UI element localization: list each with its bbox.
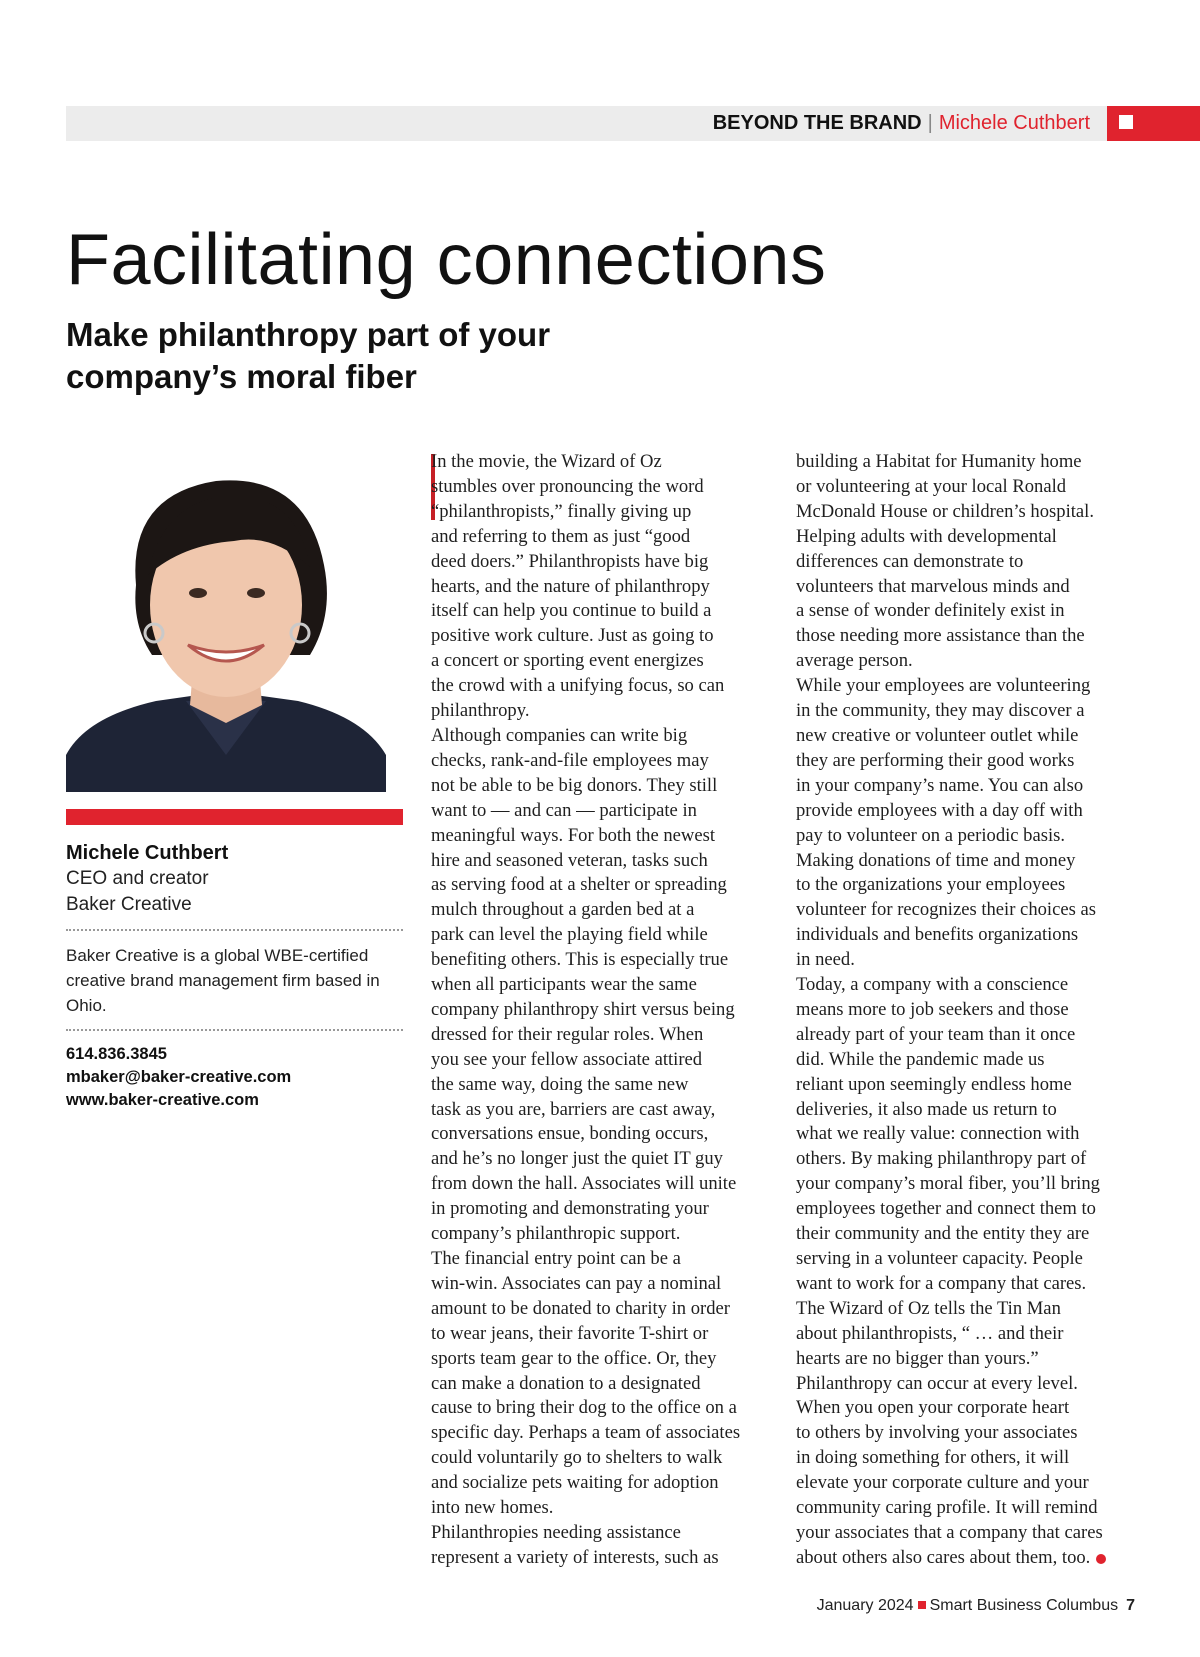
author-box-rule bbox=[66, 809, 403, 825]
end-mark-icon bbox=[1096, 1554, 1106, 1564]
author-box bbox=[66, 840, 403, 1112]
section-header bbox=[713, 106, 1090, 141]
article-subtitle: Make philanthropy part of your company’s moral fiber bbox=[66, 316, 551, 395]
author-website[interactable]: www.baker-creative.com bbox=[66, 1091, 259, 1109]
article-title: Facilitating connections bbox=[66, 220, 827, 300]
divider bbox=[66, 929, 403, 931]
footer-bullet-icon bbox=[918, 1601, 926, 1609]
header-author: Michele Cuthbert bbox=[938, 112, 1090, 134]
page-number: 7 bbox=[1126, 1597, 1135, 1614]
body-column-1: In the movie, the Wizard of Oz stumbles over pronouncing the word “philanthropists,” finally giving up and referring to them as just “good deed doers.” Philanthropists have big hearts, and the nature of philanthropy itself can help you continue to build a positive work culture. Just as going to a concert or sporting event energizes the crowd with a unifying focus, so can philanthropy. Although companies can write big checks, rank-and-file employees may not be able to be big donors. They still want to — and can — participate in meaningful ways. For both the newest hire and seasoned veteran, tasks such as serving food at a shelter or spreading mulch throughout a garden bed at a park can level the playing field while benefiting others. This is especially true when all participants wear the same company philanthropy shirt versus being dressed for their regular roles. When you see your fellow associate attired the same way, doing the same new task as you are, barriers are cast away, conversations ensue, bonding occurs, and he’s no longer just the quiet IT guy from down the hall. Associates will unite in promoting and demonstrating your company’s philanthropic support. The financial entry point can be a win-win. Associates can pay a nominal amount to be donated to charity in order to wear jeans, their favorite T-shirt or sports team gear to the office. Or, they can make a donation to a designated cause to bring their dog to the office on a specific day. Perhaps a team of associates could voluntarily go to shelters to walk and socialize pets waiting for adoption into new homes. Philanthropies needing assistance represent a variety of interests, such as bbox=[431, 451, 741, 1568]
divider bbox=[66, 1029, 403, 1031]
author-email[interactable]: mbaker@baker-creative.com bbox=[66, 1068, 292, 1086]
author-portrait-icon bbox=[66, 455, 386, 792]
section-label: BEYOND THE BRAND bbox=[712, 112, 922, 134]
author-company: Baker Creative bbox=[66, 894, 192, 915]
company-description: Baker Creative is a global WBE-certified creative brand management firm based in Ohio. bbox=[66, 946, 380, 1015]
author-name: Michele Cuthbert bbox=[66, 842, 229, 864]
author-role: CEO and creator bbox=[66, 868, 209, 889]
header-accent-block bbox=[1107, 106, 1200, 141]
header-separator: | bbox=[927, 112, 933, 134]
footer-date: January 2024 bbox=[816, 1597, 914, 1614]
footer-publication: Smart Business Columbus bbox=[929, 1597, 1119, 1614]
header-square-icon bbox=[1119, 115, 1133, 129]
page-footer bbox=[817, 1597, 1135, 1615]
author-photo bbox=[66, 455, 386, 792]
body-column-2-text: building a Habitat for Humanity home or volunteering at your local Ronald McDonald House or children’s hospital. Helping adults with developmental differences can demonstrate to volunteers that marvelous minds and a sense of wonder definitely exist in those needing more assistance than the average person. While your employees are volunteering in the community, they may discover a new creative or volunteer outlet while they are performing their good works in your company’s name. You can also provide employees with a day off with pay to volunteer on a periodic basis. Making donations of time and money to the organizations your employees volunteer for recognizes their choices as individuals and benefits organizations in need. Today, a company with a conscience means more to job seekers and those already part of your team than it once did. While the pandemic made us reliant upon seemingly endless home deliveries, it also made us return to what we really value: connection with others. By making philanthropy part of your company’s moral fiber, you’ll bring employees together and connect them to their community and the entity they are serving in a volunteer capacity. People want to work for a company that cares. The Wizard of Oz tells the Tin Man about philanthropists, “ … and their hearts are no bigger than yours.” Philanthropy can occur at every level. When you open your corporate heart to others by involving your associates in doing something for others, it will elevate your corporate culture and your community caring profile. It will remind your associates that a company that cares about others also cares about them, too. bbox=[796, 451, 1103, 1568]
body-column-2 bbox=[796, 450, 1131, 1571]
author-phone: 614.836.3845 bbox=[66, 1045, 167, 1063]
